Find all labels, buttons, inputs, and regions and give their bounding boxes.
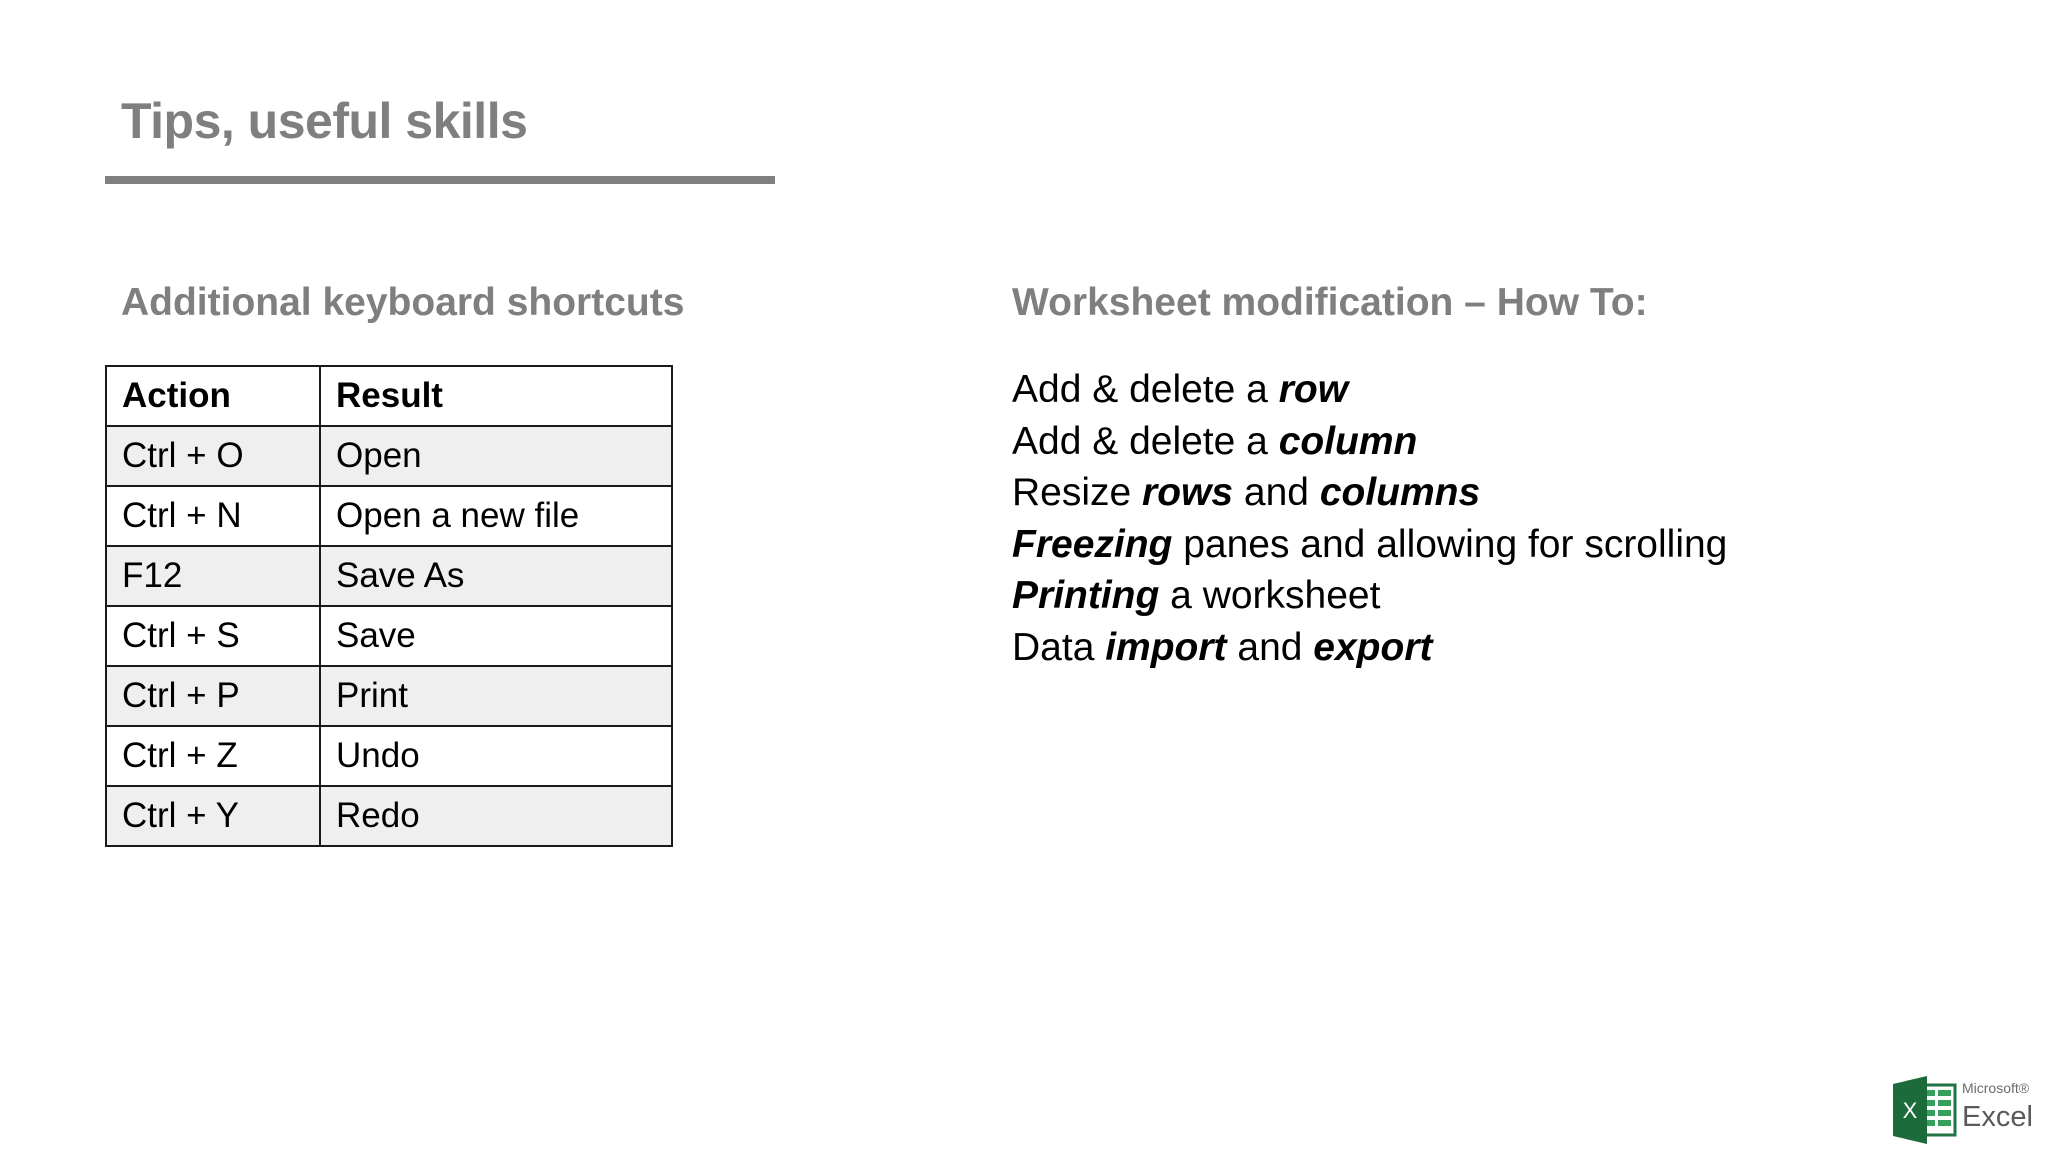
howto-text: Resize (1012, 471, 1143, 515)
column-header-action: Action (106, 366, 320, 426)
logo-brand-small: Microsoft® (1962, 1080, 2030, 1096)
howto-text: Data (1012, 625, 1106, 669)
title-underline (105, 176, 775, 184)
shortcut-result-cell: Save (320, 606, 672, 666)
shortcuts-table (105, 365, 673, 847)
shortcut-result-cell: Print (320, 666, 672, 726)
howto-list (1012, 364, 1727, 674)
howto-emphasis: columns (1319, 471, 1481, 515)
shortcut-result-cell: Redo (320, 786, 672, 846)
howto-item (1012, 416, 1727, 468)
shortcut-result-cell: Save As (320, 546, 672, 606)
howto-text: Add & delete a (1012, 368, 1279, 411)
table-row (106, 726, 672, 786)
table-row (106, 786, 672, 846)
howto-item (1012, 570, 1727, 622)
howto-heading: Worksheet modification – How To: (1012, 281, 1648, 324)
shortcut-key-cell: Ctrl + Z (106, 726, 320, 786)
howto-text: and (1233, 471, 1320, 515)
howto-emphasis: import (1105, 625, 1227, 669)
howto-item (1012, 467, 1727, 519)
shortcuts-heading: Additional keyboard shortcuts (121, 281, 685, 324)
shortcut-key-cell: Ctrl + S (106, 606, 320, 666)
shortcut-key-cell: Ctrl + P (106, 666, 320, 726)
howto-emphasis: Freezing (1012, 522, 1173, 566)
howto-text: and (1226, 625, 1314, 669)
table-row (106, 666, 672, 726)
shortcut-result-cell: Undo (320, 726, 672, 786)
howto-emphasis: export (1313, 625, 1433, 669)
howto-item (1012, 364, 1727, 416)
howto-emphasis: rows (1142, 471, 1234, 515)
howto-item (1012, 622, 1727, 674)
table-row (106, 486, 672, 546)
logo-brand-name: Excel (1962, 1101, 2033, 1133)
howto-text: panes and allowing for scrolling (1172, 522, 1728, 566)
howto-emphasis: Printing (1012, 574, 1160, 618)
shortcut-result-cell: Open a new file (320, 486, 672, 546)
table-row (106, 606, 672, 666)
shortcut-key-cell: F12 (106, 546, 320, 606)
shortcut-result-cell: Open (320, 426, 672, 486)
excel-logo (1893, 1074, 2038, 1146)
excel-logo-icon (1893, 1076, 1957, 1144)
howto-text: a worksheet (1159, 574, 1381, 618)
column-header-result: Result (320, 366, 672, 426)
shortcut-key-cell: Ctrl + N (106, 486, 320, 546)
howto-item (1012, 519, 1727, 571)
excel-logo-letter: X (1902, 1098, 1918, 1123)
howto-emphasis: row (1278, 368, 1349, 411)
table-header-row (106, 366, 672, 426)
shortcut-key-cell: Ctrl + Y (106, 786, 320, 846)
howto-emphasis: column (1278, 419, 1418, 463)
table-row (106, 426, 672, 486)
slide-title: Tips, useful skills (121, 93, 528, 149)
shortcut-key-cell: Ctrl + O (106, 426, 320, 486)
howto-text: Add & delete a (1012, 419, 1279, 463)
table-row (106, 546, 672, 606)
